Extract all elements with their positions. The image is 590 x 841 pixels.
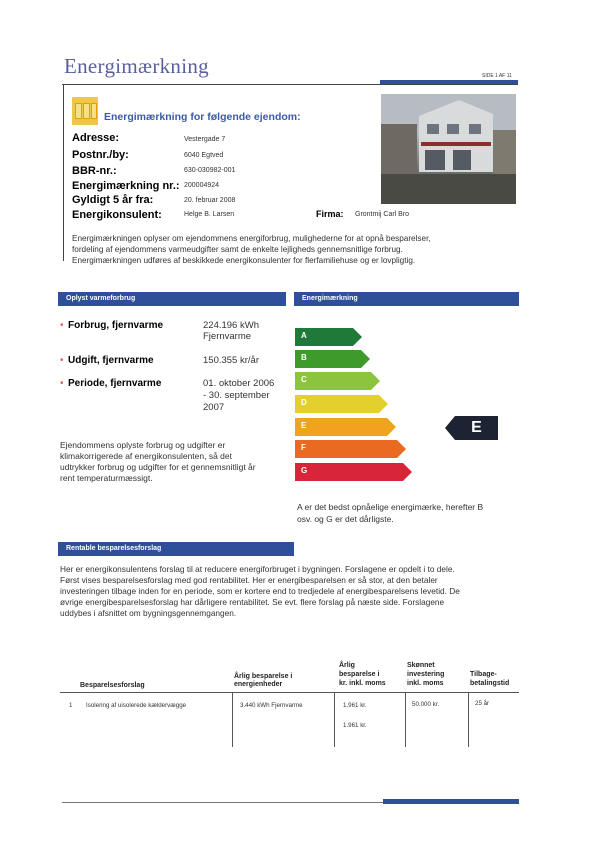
header-rule xyxy=(62,84,518,85)
periode-value-line-3: 2007 xyxy=(203,402,225,413)
energy-grade-f-label: F xyxy=(301,443,306,452)
energy-grade-c xyxy=(295,372,371,390)
savings-section-bar xyxy=(58,542,294,556)
page-title: Energimærkning xyxy=(64,54,209,78)
savings-section-label: Rentable besparelsesforslag xyxy=(66,545,162,552)
energy-note-line-1: A er det bedst opnåelige energimærke, herefter B xyxy=(297,502,484,512)
table-row-kr-saving-repeat: 1.961 kr. xyxy=(343,722,367,729)
table-col-divider xyxy=(334,692,335,747)
energy-section-bar xyxy=(294,292,519,306)
postnr-label: Postnr./by: xyxy=(72,149,129,161)
col-header-invest-line-1: Skønnet xyxy=(407,662,435,669)
consumption-section-bar xyxy=(58,292,286,306)
postnr-value: 6040 Egtved xyxy=(184,152,224,159)
consumption-note-line-4: rent temperaturmæssigt. xyxy=(60,473,153,483)
energy-grade-b xyxy=(295,350,361,368)
intro-line-2: fordeling af ejendommens varmeudgifter samt de enkelte lejligheds gennemsnitlige forbrug. xyxy=(72,245,403,254)
table-row-investment: 50.000 kr. xyxy=(412,701,440,708)
intro-line-1: Energimærkningen oplyser om ejendommens energiforbrug, mulighederne for at opnå besparelser, xyxy=(72,234,431,243)
consultant-value: Helge B. Larsen xyxy=(184,211,235,218)
table-col-divider xyxy=(405,692,406,747)
table-col-divider xyxy=(468,692,469,747)
table-row-number: 1 xyxy=(69,702,73,709)
energy-grade-f xyxy=(295,440,397,458)
savings-text-line-4: øvrige energibesparelsesforslag har dårligere rentabilitet. Se evt. flere forslag på næste side. Forslagene xyxy=(60,597,445,607)
firma-value: Grontmij Carl Bro xyxy=(355,211,410,218)
udgift-value: 150.355 kr/år xyxy=(203,355,259,366)
table-header-rule xyxy=(60,692,519,693)
bbr-value: 630-030982-001 xyxy=(184,167,236,174)
col-header-kr-line-2: besparelse i xyxy=(339,671,380,678)
bullet-icon: • xyxy=(60,378,64,389)
table-row-energy-saving: 3.440 kWh Fjernvarme xyxy=(240,702,303,709)
footer-accent-bar xyxy=(383,799,519,804)
col-header-energy-line-2: energienheder xyxy=(234,681,283,688)
forbrug-value-line-2: Fjernvarme xyxy=(203,331,252,342)
energy-grade-g xyxy=(295,463,403,481)
table-col-divider xyxy=(232,692,233,747)
address-label: Adresse: xyxy=(72,132,120,144)
savings-text-line-3: investeringen tilbage inden for en periode, som er kortere end to tredjedele af energibesparelsens levetid. De xyxy=(60,586,460,596)
table-row-kr-saving: 1.961 kr. xyxy=(343,702,367,709)
consumption-note-line-1: Ejendommens oplyste forbrug og udgifter er xyxy=(60,440,226,450)
energy-section-label: Energimærkning xyxy=(302,295,358,302)
col-header-kr-line-3: kr. inkl. moms xyxy=(339,680,386,687)
bbr-label: BBR-nr.: xyxy=(72,165,117,177)
energy-grade-e-label: E xyxy=(301,421,307,430)
periode-label: Periode, fjernvarme xyxy=(68,378,162,389)
periode-value-line-2: - 30. september xyxy=(203,390,270,401)
consultant-label: Energikonsulent: xyxy=(72,209,162,221)
energy-grade-a-label: A xyxy=(301,331,307,340)
building-photo xyxy=(381,94,516,204)
property-heading: Energimærkning for følgende ejendom: xyxy=(104,111,301,123)
valid-from-value: 20. februar 2008 xyxy=(184,197,236,204)
table-row-description: Isolering af uisolerede kældervægge xyxy=(86,702,187,709)
energimaerkning-nr-value: 200004924 xyxy=(184,182,220,189)
bullet-icon: • xyxy=(60,355,64,366)
bullet-icon: • xyxy=(60,320,64,331)
savings-text-line-2: Først vises besparelsesforslag med god rentabilitet. Her er energibesparelsen er så stor, at den betaler xyxy=(60,575,438,585)
intro-line-3: Energimærkningen udføres af beskikkede energikonsulenter for flerfamiliehuse og er lovpligtig. xyxy=(72,256,416,265)
col-header-invest-line-2: investering xyxy=(407,671,445,678)
forbrug-value-line-1: 224.196 kWh xyxy=(203,320,259,331)
col-header-besparelsesforslag: Besparelsesforslag xyxy=(80,682,145,689)
energy-grade-e xyxy=(295,418,387,436)
energy-grade-g-label: G xyxy=(301,466,308,475)
table-row-payback: 25 år xyxy=(475,700,490,707)
page-number: SIDE 1 AF 11 xyxy=(482,73,512,79)
forbrug-label: Forbrug, fjernvarme xyxy=(68,320,164,331)
firma-label: Firma: xyxy=(316,209,344,219)
col-header-energy-line-1: Årlig besparelse i xyxy=(234,673,293,680)
col-header-payback-line-2: betalingstid xyxy=(470,680,510,687)
col-header-payback-line-1: Tilbage- xyxy=(470,671,497,678)
valid-from-label: Gyldigt 5 år fra: xyxy=(72,194,154,206)
energy-note-line-2: osv. og G er det dårligste. xyxy=(297,514,394,524)
house-logo-icon xyxy=(72,97,98,125)
consumption-note-line-2: klimakorrigerede af energikonsulenten, så det xyxy=(60,451,232,461)
energy-grade-d xyxy=(295,395,379,413)
udgift-label: Udgift, fjernvarme xyxy=(68,355,154,366)
margin-rule xyxy=(63,84,64,261)
energy-grade-a xyxy=(295,328,353,346)
address-value: Vestergade 7 xyxy=(184,136,226,143)
energy-grade-d-label: D xyxy=(301,398,307,407)
consumption-note-line-3: udtrykker forbrug og udgifter for et gennemsnitligt år xyxy=(60,462,256,472)
energimaerkning-nr-label: Energimærkning nr.: xyxy=(72,180,180,192)
periode-value-line-1: 01. oktober 2006 xyxy=(203,378,275,389)
col-header-kr-line-1: Årlig xyxy=(339,662,355,669)
current-grade-badge: E xyxy=(455,416,498,440)
consumption-section-label: Oplyst varmeforbrug xyxy=(66,295,136,302)
savings-text-line-1: Her er energikonsulentens forslag til at reducere energiforbruget i bygningen. Forslagene er opdelt i to dele. xyxy=(60,564,455,574)
col-header-invest-line-3: inkl. moms xyxy=(407,680,444,687)
energy-grade-c-label: C xyxy=(301,375,307,384)
savings-text-line-5: uddybes i afsnittet om bygningsgennemgangen. xyxy=(60,608,237,618)
current-grade-pointer-icon xyxy=(445,416,455,440)
energy-grade-b-label: B xyxy=(301,353,307,362)
